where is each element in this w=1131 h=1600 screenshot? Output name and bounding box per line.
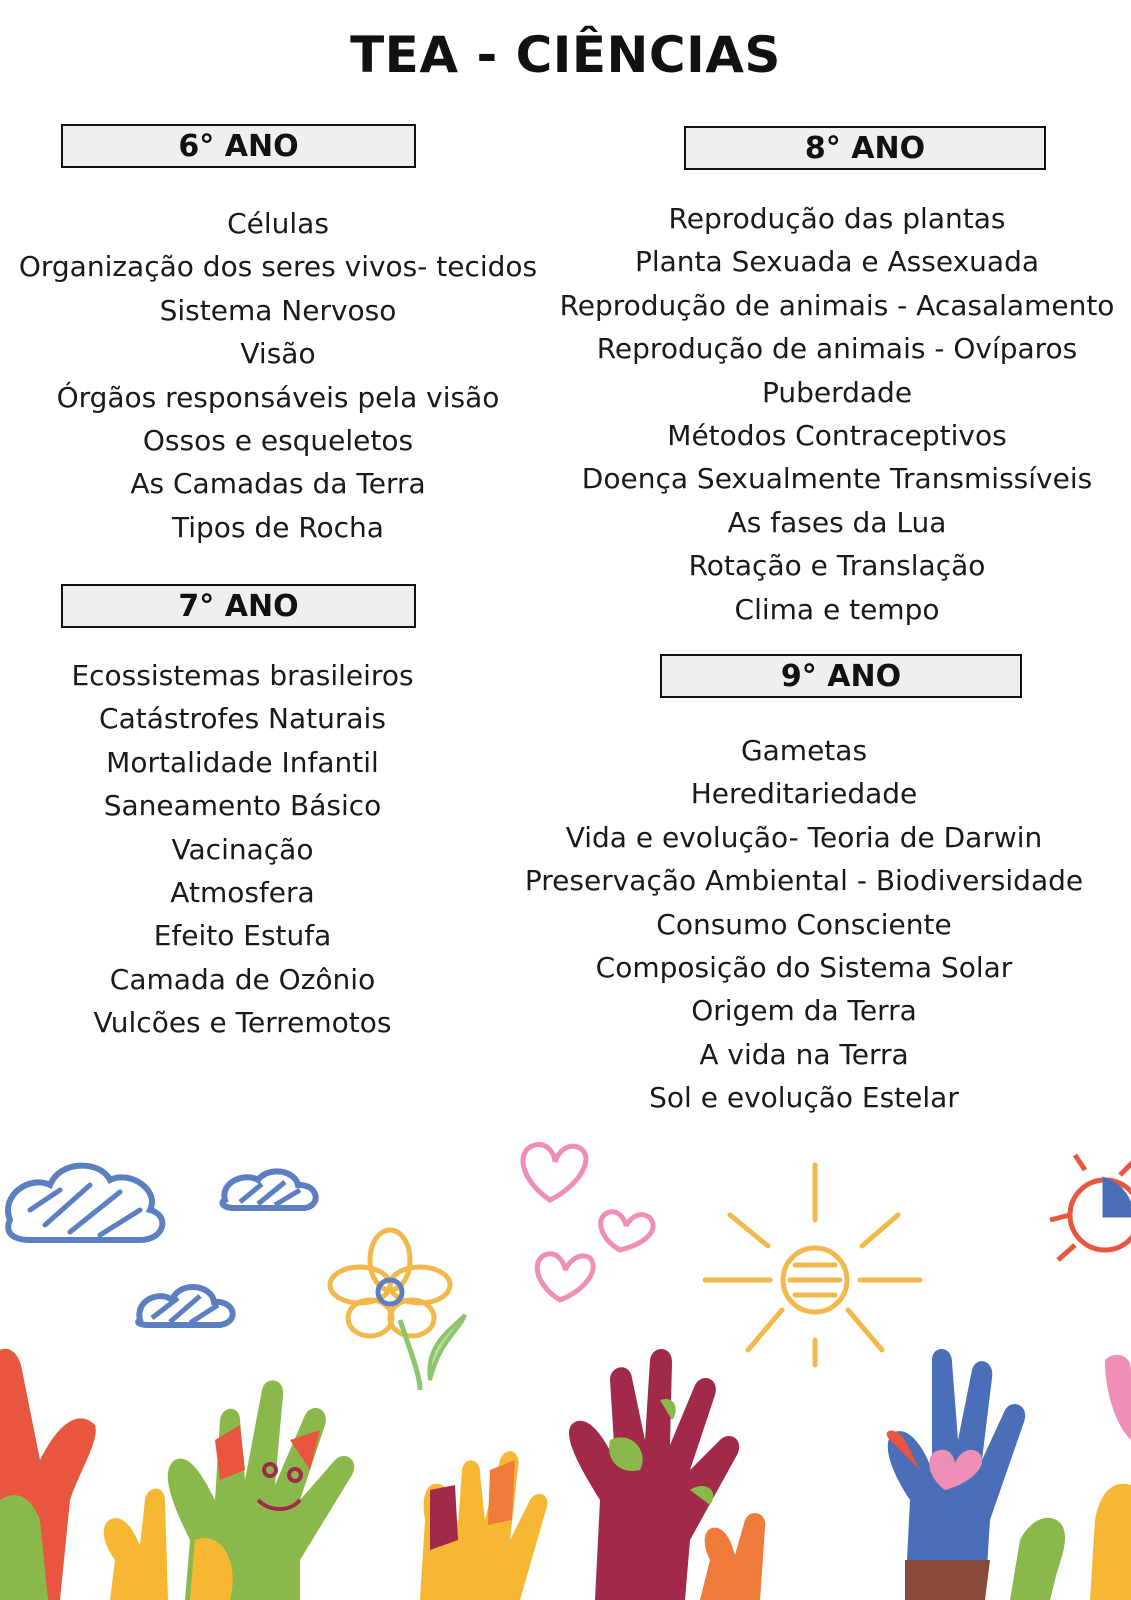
grade-6-label: 6° ANO (178, 128, 299, 164)
topic-item: As Camadas da Terra (130, 467, 426, 501)
cloud-icon (138, 1287, 233, 1325)
topic-item: Doença Sexualmente Transmissíveis (581, 462, 1093, 496)
grade-9-topics (516, 729, 1092, 1120)
topic-item: Reprodução de animais - Ovíparos (596, 332, 1078, 366)
grade-9-label: 9° ANO (780, 658, 902, 694)
topic-item: Órgãos responsáveis pela visão (56, 380, 500, 414)
grade-7-label: 7° ANO (178, 588, 299, 624)
grade-8-topics (548, 197, 1126, 631)
topic-item: Preservação Ambiental - Biodiversidade (524, 864, 1084, 898)
topic-item: Rotação e Translação (688, 549, 986, 583)
topic-item: Hereditariedade (690, 777, 918, 811)
hand-icon (168, 1380, 354, 1600)
grade-7-topics (30, 654, 455, 1045)
topic-item: Gametas (740, 734, 868, 767)
page-title: TEA - CIÊNCIAS (350, 26, 781, 84)
topic-item: Camada de Ozônio (109, 962, 376, 996)
topic-item: Puberdade (761, 375, 913, 409)
topic-item: Vida e evolução- Teoria de Darwin (565, 820, 1043, 854)
topic-item: Sol e evolução Estelar (649, 1081, 959, 1115)
topic-item: Catástrofes Naturais (99, 702, 386, 736)
hand-icon (420, 1451, 547, 1600)
topic-item: Métodos Contraceptivos (667, 418, 1007, 452)
topic-item: Mortalidade Infantil (106, 745, 379, 779)
hand-icon (887, 1349, 1026, 1600)
topic-item: A vida na Terra (699, 1037, 909, 1071)
hand-icon (0, 1349, 96, 1600)
grade-9-heading (660, 654, 1022, 698)
grade-7-heading (61, 584, 416, 628)
topic-item: Sistema Nervoso (159, 293, 397, 327)
grade-6-heading (61, 124, 416, 168)
topic-item: Ecossistemas brasileiros (71, 659, 414, 692)
heart-icon (523, 1145, 653, 1300)
hand-icon (104, 1489, 168, 1600)
topic-item: Origem da Terra (691, 994, 917, 1028)
topic-item: Saneamento Básico (103, 789, 382, 823)
topic-item: Células (227, 207, 329, 240)
cloud-icon (8, 1166, 162, 1240)
cloud-icon (222, 1171, 315, 1208)
topic-item: Reprodução de animais - Acasalamento (559, 288, 1115, 322)
topic-item: Composição do Sistema Solar (595, 950, 1013, 984)
topic-item: Vacinação (171, 832, 314, 866)
topic-item: Ossos e esqueletos (142, 423, 414, 457)
topic-item: Planta Sexuada e Assexuada (634, 245, 1040, 279)
hand-icon (700, 1513, 765, 1600)
flower-icon (330, 1230, 465, 1390)
topic-item: Atmosfera (170, 875, 315, 909)
hand-icon (1010, 1355, 1131, 1600)
grade-8-label: 8° ANO (804, 130, 926, 166)
grade-6-topics (18, 202, 538, 549)
sun-icon (705, 1165, 920, 1365)
grade-8-heading (684, 126, 1046, 170)
topic-item: Efeito Estufa (153, 919, 332, 953)
ladybug-icon (1050, 1155, 1131, 1260)
topic-item: As fases da Lua (727, 505, 947, 539)
topic-item: Clima e tempo (734, 592, 940, 626)
topic-item: Tipos de Rocha (172, 510, 384, 544)
topic-item: Reprodução das plantas (668, 202, 1006, 235)
topic-item: Consumo Consciente (656, 907, 952, 941)
topic-item: Organização dos seres vivos- tecidos (18, 250, 538, 284)
topic-item: Visão (240, 337, 316, 371)
children-hands-illustration (0, 1140, 1131, 1600)
topic-item: Vulcões e Terremotos (93, 1006, 392, 1040)
